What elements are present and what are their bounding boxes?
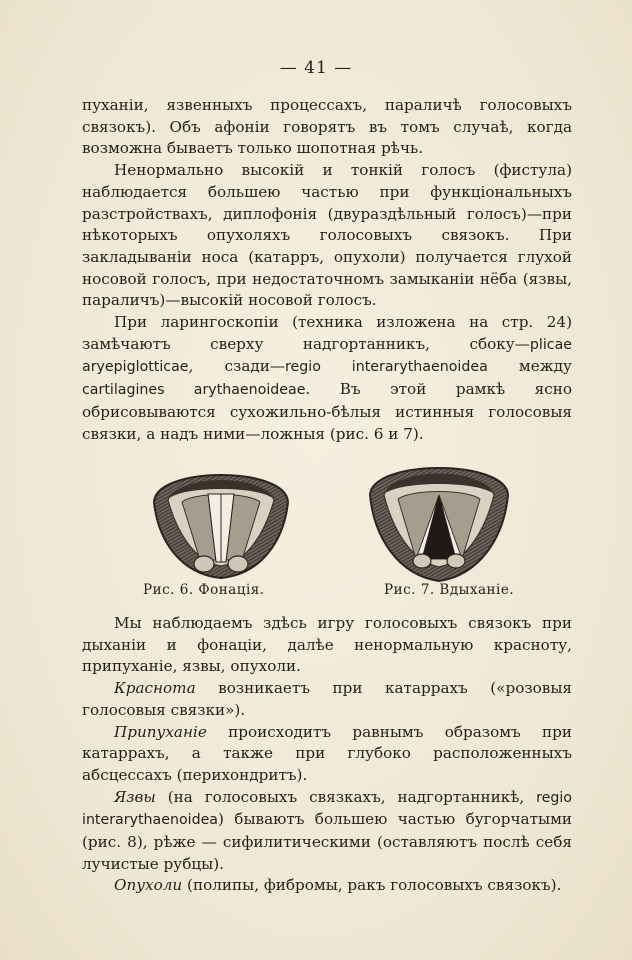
figure-6-caption: Рис. 6. Фонація. (143, 582, 265, 598)
figure-7-inhalation (364, 455, 514, 585)
paragraph-swelling (82, 722, 572, 787)
figure-6-phonation (146, 450, 296, 580)
term-swelling: Припуханіе (114, 722, 207, 741)
paragraph-laryngoscopy (82, 312, 572, 445)
text-run: , сзади— (188, 357, 286, 376)
text-run: (полипы, фибромы, ракъ голосовыхъ связокъ). (182, 876, 562, 895)
term-ulcers: Язвы (114, 787, 156, 806)
top-text-block (82, 95, 572, 445)
latin-term: plicae aryepiglotticae (82, 336, 572, 376)
paragraph-continuation: пуханіи, язвенныхъ процессахъ, параличѣ голосовыхъ связокъ). Объ афоніи говорятъ въ томъ случаѣ, когда возможна бываетъ только шопотная рѣчь. (82, 96, 572, 158)
text-run: ) бываютъ большею частью бугорчатыми (рис. 8), рѣже — сифилитическими (оставляютъ послѣ себя лучистые рубцы). (82, 810, 572, 873)
text-run: между (487, 357, 572, 376)
paragraph-redness (82, 678, 572, 721)
paragraph-voice: Ненормально высокій и тонкій голосъ (фистула) наблюдается большею частью при функціональныхъ разстройствахъ, диплофонія (двураздѣльный голосъ)—при нѣкоторыхъ опухоляхъ голосовыхъ связокъ. При закладываніи носа (катарръ, опухоли) получается глухой носовой голосъ, при недостаточномъ замыканіи нёба (язвы, параличъ)—высокій носовой голосъ. (82, 161, 572, 310)
text-run: При ларингоскопіи (техника изложена на стр. 24) замѣчаютъ сверху надгортанникъ, сбоку— (82, 313, 572, 353)
paragraph-tumors (82, 875, 572, 897)
paragraph-ulcers (82, 787, 572, 876)
page-number: — 41 — (279, 58, 353, 78)
text-run: происходитъ равнымъ образомъ при катаррахъ, а также при глубоко расположенныхъ абсцессахъ (перихондритъ). (82, 722, 572, 784)
latin-term: regio interarythaenoidea (285, 359, 488, 376)
text-run: (на голосовыхъ связкахъ, надгортанникѣ, (155, 787, 537, 806)
latin-term: cartilagines arythaenoideae (82, 382, 306, 399)
text-run: . Въ этой рамкѣ ясно обрисовываются сухожильно-бѣлыя истинныя голосовыя связки, а надъ ними—ложныя (рис. 6 и 7). (82, 380, 572, 443)
text-run: возникаетъ при катаррахъ («розовыя голосовыя связки»). (82, 679, 572, 719)
paragraph-observation: Мы наблюдаемъ здѣсь игру голосовыхъ связокъ при дыханіи и фонаціи, далѣе ненормальную красноту, припуханіе, язвы, опухоли. (82, 614, 572, 676)
figure-7-caption: Рис. 7. Вдыханіе. (384, 582, 515, 598)
term-redness: Краснота (114, 679, 196, 698)
bottom-text-block (82, 613, 572, 897)
term-tumors: Опухоли (114, 876, 183, 895)
latin-term: regio interarythaenoidea (82, 789, 572, 829)
